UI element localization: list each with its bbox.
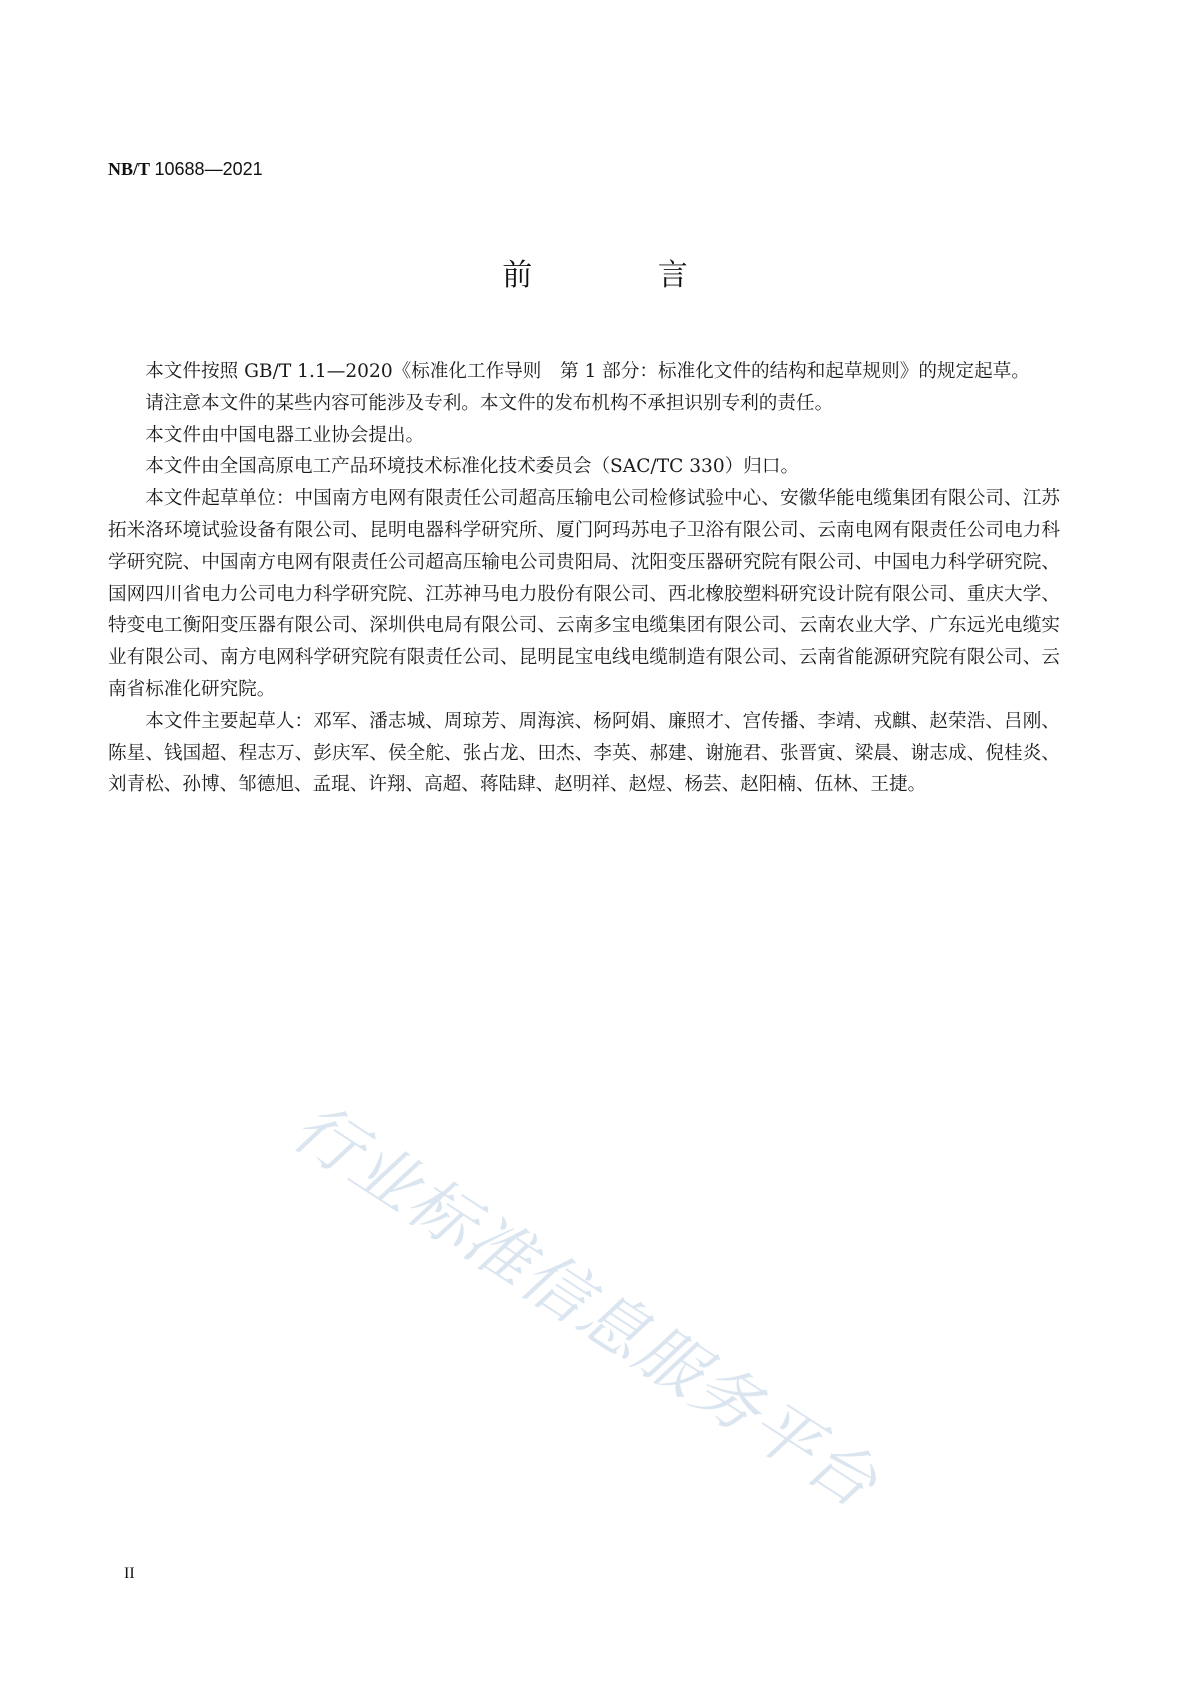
standard-number xyxy=(108,158,263,180)
page-number: II xyxy=(124,1565,135,1582)
watermark: 行业标准信息服务平台 xyxy=(279,1088,892,1524)
page-title: 前 言 xyxy=(502,258,746,293)
paragraph-drafting-rules: 本文件按照 GB/T 1.1—2020《标准化工作导则 第 1 部分：标准化文件的结构和起草规则》的规定起草。 xyxy=(145,361,1030,382)
paragraph-committee: 本文件由全国高原电工产品环境技术标准化技术委员会（SAC/TC 330）归口。 xyxy=(145,456,800,478)
foreword-body xyxy=(108,356,1060,801)
paragraph-drafting-units: 本文件起草单位：中国南方电网有限责任公司超高压输电公司检修试验中心、安徽华能电缆集团有限公司、江苏拓米洛环境试验设备有限公司、昆明电器科学研究所、厦门阿玛苏电子卫浴有限公司、云南电网有限责任公司电力科学研究院、中国南方电网有限责任公司超高压输电公司贵阳局、沈阳变压器研究院有限公司、中国电力科学研究院、国网四川省电力公司电力科学研究院、江苏神马电力股份有限公司、西北橡胶塑料研究设计院有限公司、重庆大学、特变电工衡阳变压器有限公司、深圳供电局有限公司、云南多宝电缆集团有限公司、云南农业大学、广东远光电缆实业有限公司、南方电网科学研究院有限责任公司、昆明昆宝电线电缆制造有限公司、云南省能源研究院有限公司、云南省标准化研究院。 xyxy=(108,488,1060,700)
paragraph-proposer: 本文件由中国电器工业协会提出。 xyxy=(145,424,425,446)
paragraph-patent-notice: 请注意本文件的某些内容可能涉及专利。本文件的发布机构不承担识别专利的责任。 xyxy=(145,392,834,414)
standard-prefix: NB/T xyxy=(108,159,151,179)
standard-code: 10688—2021 xyxy=(154,159,263,179)
paragraph-drafters: 本文件主要起草人：邓军、潘志城、周琼芳、周海滨、杨阿娟、廉照才、宫传播、李靖、戎麒、赵荣浩、吕刚、陈星、钱国超、程志万、彭庆军、侯全舵、张占龙、田杰、李英、郝建、谢施君、张晋寅、梁晨、谢志成、倪桂炎、刘青松、孙博、邹德旭、孟琨、许翔、高超、蒋陆肆、赵明祥、赵煜、杨芸、赵阳楠、伍林、王捷。 xyxy=(108,710,1060,796)
